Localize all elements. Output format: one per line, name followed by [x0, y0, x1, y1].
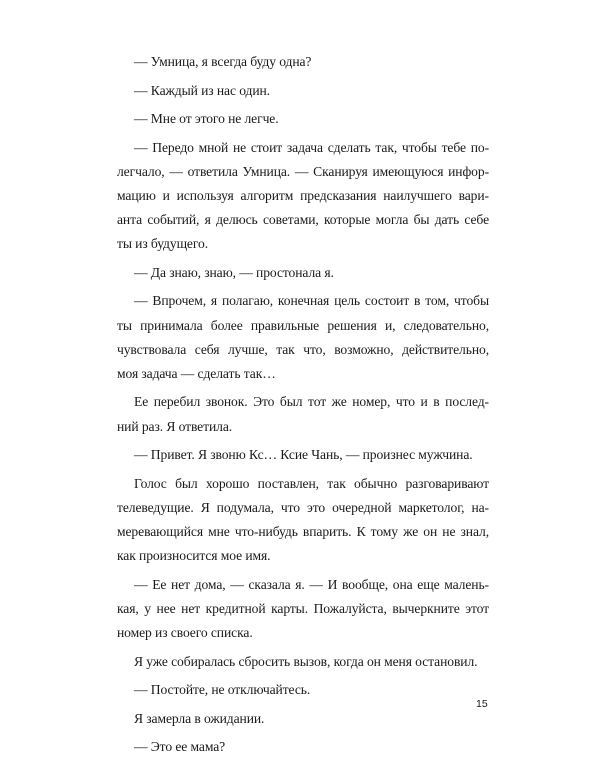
text-line: — Впрочем, я полагаю, конечная цель состоит в том, чтобы [134, 293, 489, 309]
paragraph [117, 735, 489, 759]
text-line: — Да знаю, знаю, — простонала я. [134, 264, 334, 280]
text-line: легчало, — ответила Умница. — Сканируя имеющуюся инфор- [117, 163, 489, 179]
paragraph [117, 289, 489, 386]
text-line: ний раз. Я ответила. [117, 418, 233, 434]
text-line: — Умница, я всегда буду одна? [134, 54, 312, 69]
paragraph [117, 573, 489, 645]
text-line: Ее перебил звонок. Это был тот же номер, что и в послед- [134, 394, 489, 410]
text-line: как произносится мое имя. [117, 548, 271, 564]
paragraph [117, 261, 489, 285]
body-text [117, 50, 489, 764]
page-number: 15 [476, 698, 488, 710]
text-line: — Это ее мама? [134, 739, 226, 755]
paragraph [117, 678, 489, 702]
text-line: меревающийся мне что-нибудь впарить. К тому же он не знал, [117, 523, 489, 539]
text-line: — Мне от этого не легче. [134, 111, 279, 127]
paragraph [117, 443, 489, 467]
paragraph [117, 472, 489, 569]
text-line: — Передо мной не стоит задача сделать так, чтобы тебе по- [134, 139, 489, 155]
text-line: Я замерла в ожидании. [134, 710, 265, 726]
text-line: моя задача — сделать так… [117, 365, 276, 381]
paragraph [117, 136, 489, 257]
text-line: — Привет. Я звоню Кс… Ксие Чань, — произнес мужчина. [134, 447, 473, 463]
text-line: номер из своего списка. [117, 624, 253, 640]
text-line: — Ее нет дома, — сказала я. — И вообще, она еще малень- [134, 576, 489, 592]
paragraph [117, 50, 489, 74]
text-line: ты принимала более правильные решения и, следовательно, [117, 317, 489, 333]
text-line: Голос был хорошо поставлен, так обычно разговаривают [134, 475, 489, 491]
paragraph [117, 390, 489, 438]
text-line: чувствовала себя лучше, так что, возможно, действительно, [117, 341, 489, 357]
text-line: ты из будущего. [117, 236, 209, 252]
paragraph [117, 650, 489, 674]
text-line: Я уже собиралась сбросить вызов, когда он меня остановил. [134, 653, 478, 669]
paragraph [117, 79, 489, 103]
text-line: мацию и используя алгоритм предсказания наилучшего вари- [117, 187, 489, 203]
text-line: — Каждый из нас один. [134, 82, 270, 98]
paragraph [117, 107, 489, 131]
text-line: телеведущие. Я подумала, что это очередной маркетолог, на- [117, 499, 489, 515]
text-line: кая, у нее нет кредитной карты. Пожалуйста, вычеркните этот [117, 600, 489, 616]
paragraph [117, 707, 489, 731]
text-line: — Постойте, не отключайтесь. [134, 682, 311, 698]
text-line: анта событий, я делюсь советами, которые могла бы дать себе [117, 212, 489, 228]
